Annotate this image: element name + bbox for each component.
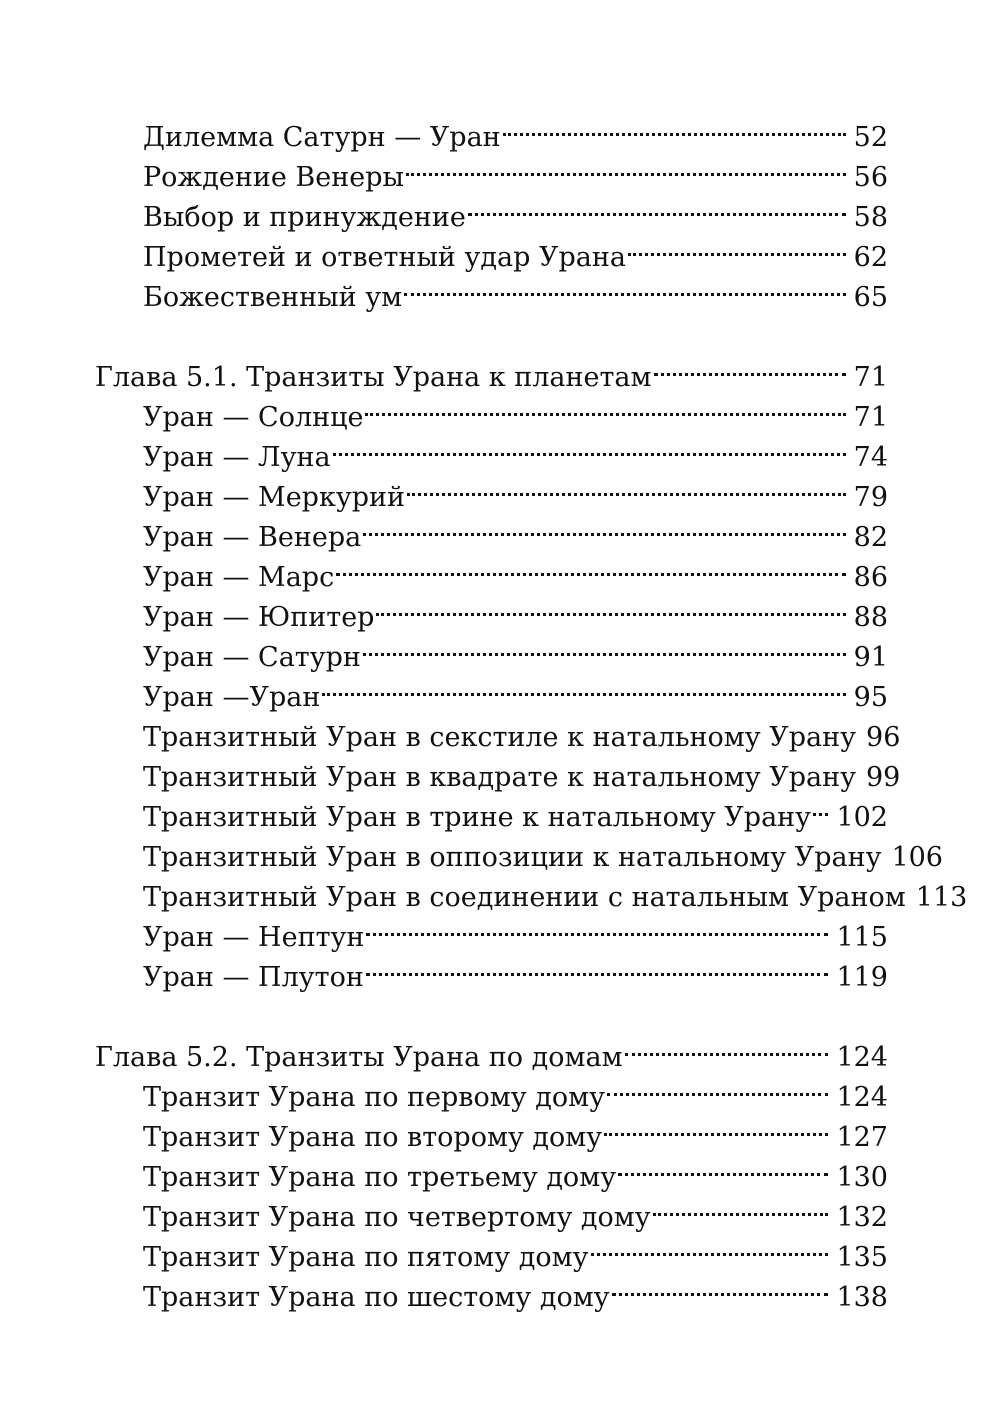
toc-entry-page: 102 [836,802,888,833]
toc-entry-title: Уран — Юпитер [143,602,375,633]
dot-leader [376,586,845,626]
toc-chapter-heading[interactable] [95,1026,888,1073]
toc-entry-page: 82 [853,522,888,553]
dot-leader [404,266,846,306]
toc-section-chapter-5-1 [95,346,968,993]
toc-entry-title: Уран — Марс [143,562,335,593]
dot-leader [407,466,846,506]
toc-entry-page: 56 [853,162,888,193]
toc-entry-title: Выбор и принуждение [143,202,466,233]
toc-entry-title: Транзитный Уран в соединении с натальным Ураном [143,882,906,913]
dot-leader [333,426,846,466]
dot-leader [628,226,846,266]
dot-leader [363,626,846,666]
toc-entry-title: Транзитный Уран в трине к натальному Урану [143,802,812,833]
toc-entry-title: Транзит Урана по шестому дому [143,1282,610,1313]
toc-entry-page: 79 [853,482,888,513]
toc-entry-page: 62 [853,242,888,273]
toc-entry-page: 113 [915,882,968,913]
table-of-contents [95,106,968,1346]
toc-entry-page: 127 [836,1122,888,1153]
toc-entry-title: Прометей и ответный удар Урана [143,242,626,273]
toc-entry-title: Транзитный Уран в квадрате к натальному Урану [143,762,856,793]
toc-entry-title: Уран — Сатурн [143,642,361,673]
toc-entry-page: 106 [891,842,943,873]
toc-chapter-page: 124 [836,1042,888,1073]
toc-entry-title: Уран — Луна [143,442,331,473]
toc-entry-page: 130 [836,1162,888,1193]
toc-entry-title: Транзит Урана по третьему дому [143,1162,617,1193]
dot-leader [322,666,845,706]
toc-entry-title: Транзитный Уран в оппозиции к натальному Урану [143,842,882,873]
dot-leader [612,1266,829,1306]
toc-entry-page: 95 [853,682,888,713]
toc-entry-title: Уран —Уран [143,682,321,713]
toc-entry-title: Транзит Урана по пятому дому [143,1242,589,1273]
toc-chapter-title: Глава 5.2. Транзиты Урана по домам [95,1042,623,1073]
toc-entry-page: 135 [836,1242,888,1273]
toc-entry-title: Уран — Солнце [143,402,364,433]
toc-entry[interactable] [95,106,888,153]
dot-leader [503,106,846,146]
toc-chapter-heading[interactable] [95,346,888,393]
toc-section-intro [95,106,888,313]
dot-leader [336,546,845,586]
toc-entry-page: 65 [853,282,888,313]
dot-leader [654,346,846,386]
toc-entry-page: 52 [853,122,888,153]
toc-entry-title: Уран — Плутон [143,962,364,993]
dot-leader [604,1106,828,1146]
dot-leader [625,1026,829,1066]
toc-section-chapter-5-2 [95,1026,888,1313]
dot-leader [363,506,845,546]
toc-entry-page: 91 [853,642,888,673]
dot-leader [618,1146,828,1186]
toc-entry-title: Дилемма Сатурн — Уран [143,122,501,153]
toc-entry-page: 74 [853,442,888,473]
dot-leader [366,946,829,986]
toc-entry-page: 58 [853,202,888,233]
toc-entry-title: Божественный ум [143,282,403,313]
toc-entry-page: 88 [853,602,888,633]
dot-leader [406,146,846,186]
toc-chapter-page: 71 [853,362,888,393]
toc-entry-title: Уран — Меркурий [143,482,405,513]
toc-entry-title: Транзит Урана по второму дому [143,1122,603,1153]
toc-entry-page: 115 [836,922,888,953]
toc-entry-page: 124 [836,1082,888,1113]
dot-leader [607,1066,828,1106]
dot-leader [653,1186,829,1226]
toc-entry-page: 99 [865,762,901,793]
toc-entry-page: 96 [866,722,901,753]
toc-entry-page: 119 [836,962,888,993]
dot-leader [591,1226,829,1266]
dot-leader [365,386,845,426]
toc-entry-page: 138 [836,1282,888,1313]
toc-entry-title: Транзит Урана по первому дому [143,1082,605,1113]
dot-leader [468,186,846,226]
toc-entry-title: Уран — Нептун [143,922,365,953]
toc-entry-page: 132 [836,1202,888,1233]
toc-entry-page: 71 [853,402,888,433]
dot-leader [366,906,828,946]
toc-entry-title: Транзит Урана по четвертому дому [143,1202,651,1233]
toc-entry-title: Транзитный Уран в секстиле к натальному Урану [143,722,857,753]
toc-entry-title: Уран — Венера [143,522,362,553]
toc-entry-page: 86 [853,562,888,593]
toc-chapter-title: Глава 5.1. Транзиты Урана к планетам [95,362,652,393]
dot-leader [813,786,828,826]
toc-entry-title: Рождение Венеры [143,162,404,193]
